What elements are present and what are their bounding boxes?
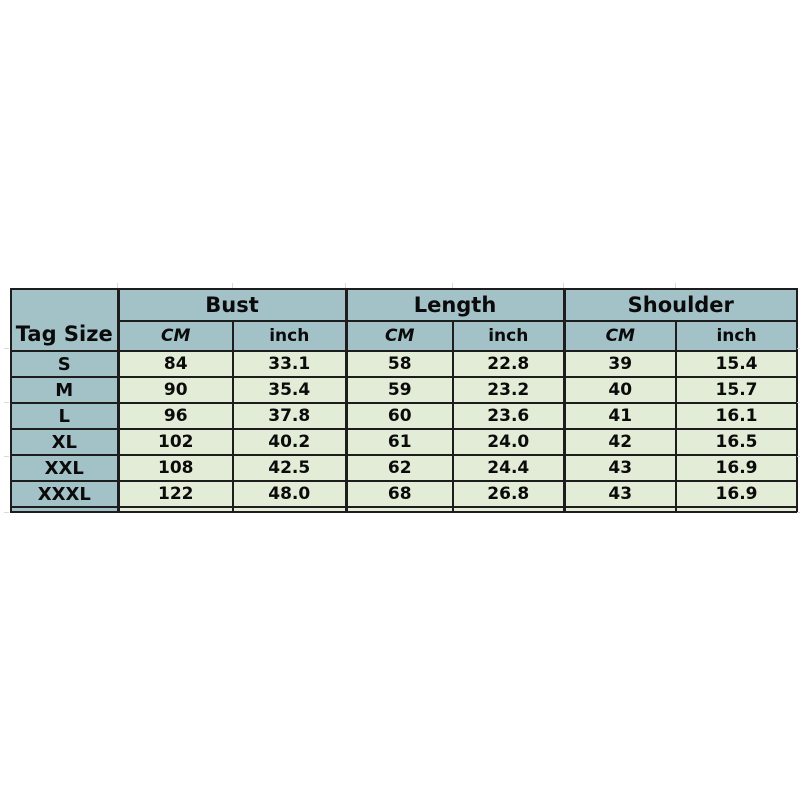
table-cell: 58 xyxy=(346,351,453,377)
size-label: XXL xyxy=(11,455,118,481)
table-row-s xyxy=(11,351,797,377)
gridline-stub xyxy=(4,348,9,349)
gridline-stub xyxy=(345,283,346,288)
table-cell: 42.5 xyxy=(233,455,346,481)
table-row-xxxl xyxy=(11,481,797,507)
size-label: XXXL xyxy=(11,481,118,507)
group-header-length: Length xyxy=(346,289,564,321)
gridline-stub xyxy=(452,283,453,288)
table-cell: 43 xyxy=(564,455,676,481)
table-cell: 41 xyxy=(564,403,676,429)
partial-row xyxy=(11,507,797,512)
table-cell xyxy=(233,507,346,512)
table-cell: 39 xyxy=(564,351,676,377)
table-cell xyxy=(118,507,233,512)
table-cell: 23.6 xyxy=(453,403,564,429)
table-cell: 22.8 xyxy=(453,351,564,377)
table-row-xl xyxy=(11,429,797,455)
gridline-stub xyxy=(563,283,564,288)
table-cell: 24.0 xyxy=(453,429,564,455)
table-row-l xyxy=(11,403,797,429)
table-cell: 40.2 xyxy=(233,429,346,455)
tag-size-header: Tag Size xyxy=(11,289,118,351)
size-label: M xyxy=(11,377,118,403)
table-cell: 15.7 xyxy=(676,377,797,403)
table-cell xyxy=(676,507,797,512)
unit-header-length-cm: CM xyxy=(346,321,453,351)
table-cell: 35.4 xyxy=(233,377,346,403)
table-row-xxl xyxy=(11,455,797,481)
table-cell: 43 xyxy=(564,481,676,507)
gridline-stub xyxy=(4,512,9,513)
table-cell: 68 xyxy=(346,481,453,507)
table-cell: 37.8 xyxy=(233,403,346,429)
table-cell: 42 xyxy=(564,429,676,455)
table-cell: 33.1 xyxy=(233,351,346,377)
table-cell: 40 xyxy=(564,377,676,403)
unit-header-shoulder-inch: inch xyxy=(676,321,797,351)
table-cell: 15.4 xyxy=(676,351,797,377)
gridline-stub xyxy=(675,283,676,288)
table-cell xyxy=(564,507,676,512)
size-label: S xyxy=(11,351,118,377)
unit-header-bust-inch: inch xyxy=(233,321,346,351)
table-cell: 16.5 xyxy=(676,429,797,455)
table-cell: 59 xyxy=(346,377,453,403)
table-cell: 84 xyxy=(118,351,233,377)
table-cell: 16.9 xyxy=(676,455,797,481)
table-cell xyxy=(11,507,118,512)
unit-header-length-inch: inch xyxy=(453,321,564,351)
table-cell: 60 xyxy=(346,403,453,429)
table-cell: 26.8 xyxy=(453,481,564,507)
table-cell: 96 xyxy=(118,403,233,429)
table-cell xyxy=(453,507,564,512)
table-cell: 62 xyxy=(346,455,453,481)
unit-header-bust-cm: CM xyxy=(118,321,233,351)
gridline-stub xyxy=(117,283,118,288)
group-header-shoulder: Shoulder xyxy=(564,289,797,321)
table-cell: 24.4 xyxy=(453,455,564,481)
table-cell xyxy=(346,507,453,512)
size-label: L xyxy=(11,403,118,429)
table-cell: 16.9 xyxy=(676,481,797,507)
table-cell: 102 xyxy=(118,429,233,455)
gridline-stub xyxy=(4,402,9,403)
gridline-stub xyxy=(4,456,9,457)
table-cell: 48.0 xyxy=(233,481,346,507)
table-cell: 23.2 xyxy=(453,377,564,403)
gridline-stub xyxy=(232,283,233,288)
group-header-bust: Bust xyxy=(118,289,346,321)
table-row-m xyxy=(11,377,797,403)
table-cell: 122 xyxy=(118,481,233,507)
size-label: XL xyxy=(11,429,118,455)
size-chart-table xyxy=(10,288,798,513)
table-cell: 61 xyxy=(346,429,453,455)
table-cell: 16.1 xyxy=(676,403,797,429)
unit-header-row xyxy=(11,321,797,351)
group-header-row xyxy=(11,289,797,321)
table-cell: 90 xyxy=(118,377,233,403)
unit-header-shoulder-cm: CM xyxy=(564,321,676,351)
table-cell: 108 xyxy=(118,455,233,481)
